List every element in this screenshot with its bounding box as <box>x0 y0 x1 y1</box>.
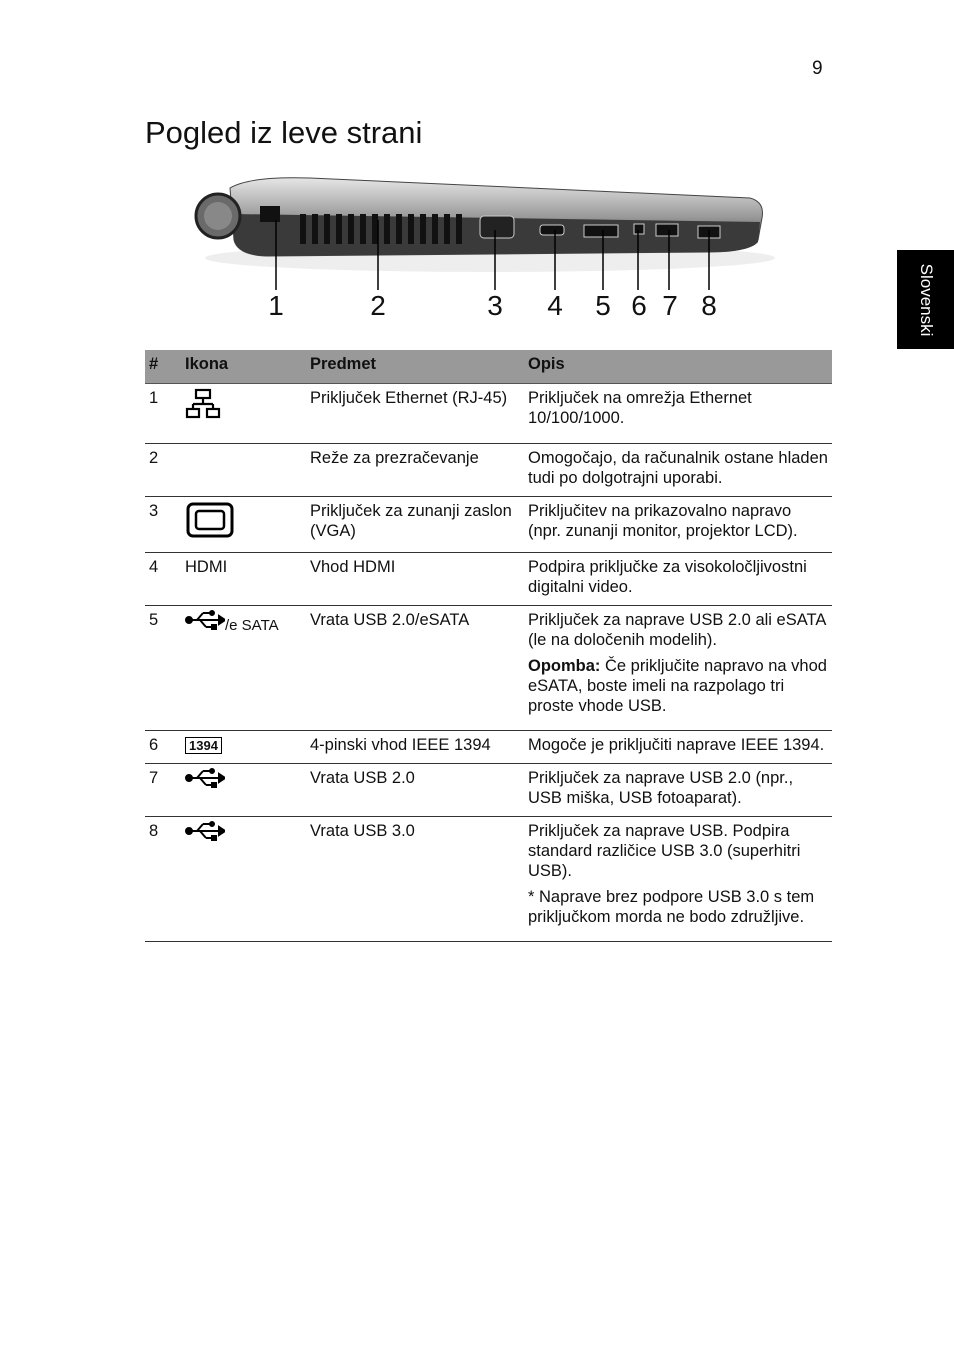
row-item: 4-pinski vhod IEEE 1394 <box>306 731 524 764</box>
page-title: Pogled iz leve strani <box>145 115 423 150</box>
table-row <box>145 731 832 764</box>
ports-table <box>145 350 832 942</box>
row-item: Vhod HDMI <box>306 553 524 606</box>
row-desc: Priključek za naprave USB. Podpira standard različice USB 3.0 (superhitri USB). <box>528 822 801 880</box>
callout-6: 6 <box>631 290 647 321</box>
table-row <box>145 553 832 606</box>
row-num: 7 <box>145 764 181 817</box>
callout-8: 8 <box>701 290 717 321</box>
header-item: Predmet <box>306 350 524 384</box>
header-num: # <box>145 350 181 384</box>
row-desc: Priključitev na prikazovalno napravo (npr. zunanji monitor, projektor LCD). <box>524 497 832 553</box>
firewire-icon: 1394 <box>185 737 222 754</box>
esata-label: /e SATA <box>225 617 279 634</box>
usb-icon <box>185 821 225 841</box>
language-tab-label: Slovenski <box>916 263 936 336</box>
table-row <box>145 606 832 731</box>
row-item: Vrata USB 2.0/eSATA <box>306 606 524 731</box>
usb-icon <box>185 768 225 788</box>
row-item: Vrata USB 3.0 <box>306 817 524 942</box>
row-num: 6 <box>145 731 181 764</box>
row-desc: Podpira priključke za visokoločljivostni digitalni video. <box>524 553 832 606</box>
callout-7: 7 <box>662 290 678 321</box>
row-num: 2 <box>145 444 181 497</box>
note-label: Opomba: <box>528 657 601 675</box>
header-desc: Opis <box>524 350 832 384</box>
table-row <box>145 764 832 817</box>
row-desc: Omogočajo, da računalnik ostane hladen tudi po dolgotrajni uporabi. <box>524 444 832 497</box>
language-tab <box>897 250 954 349</box>
row-item: Priključek Ethernet (RJ-45) <box>306 384 524 444</box>
callout-3: 3 <box>487 290 503 321</box>
row-desc: Priključek za naprave USB 2.0 ali eSATA (le na določenih modelih). <box>528 611 826 649</box>
row-desc: Priključek na omrežja Ethernet 10/100/1000. <box>524 384 832 444</box>
callout-4: 4 <box>547 290 563 321</box>
row-note: * Naprave brez podpore USB 3.0 s tem priključkom morda ne bodo združljive. <box>528 888 815 926</box>
row-num: 3 <box>145 497 181 553</box>
hdmi-label: HDMI <box>181 553 306 606</box>
row-note <box>528 656 828 716</box>
usb-icon <box>185 610 225 630</box>
table-header-row <box>145 350 832 384</box>
row-num: 4 <box>145 553 181 606</box>
row-desc: Mogoče je priključiti naprave IEEE 1394. <box>524 731 832 764</box>
row-item: Reže za prezračevanje <box>306 444 524 497</box>
callout-1: 1 <box>268 290 284 321</box>
row-num: 5 <box>145 606 181 731</box>
callout-5: 5 <box>595 290 611 321</box>
callout-2: 2 <box>370 290 386 321</box>
table-row <box>145 384 832 444</box>
note-text: Če priključite napravo na vhod eSATA, boste imeli na razpolago tri proste vhode USB. <box>528 657 827 715</box>
page-number: 9 <box>812 58 823 79</box>
row-num: 1 <box>145 384 181 444</box>
table-row <box>145 444 832 497</box>
row-item: Vrata USB 2.0 <box>306 764 524 817</box>
table-row <box>145 497 832 553</box>
header-icon: Ikona <box>181 350 306 384</box>
row-item: Priključek za zunanji zaslon (VGA) <box>306 497 524 553</box>
network-icon <box>185 388 221 420</box>
row-desc: Priključek za naprave USB 2.0 (npr., USB miška, USB fotoaparat). <box>524 764 832 817</box>
row-num: 8 <box>145 817 181 942</box>
monitor-icon <box>185 501 235 539</box>
table-row <box>145 817 832 942</box>
